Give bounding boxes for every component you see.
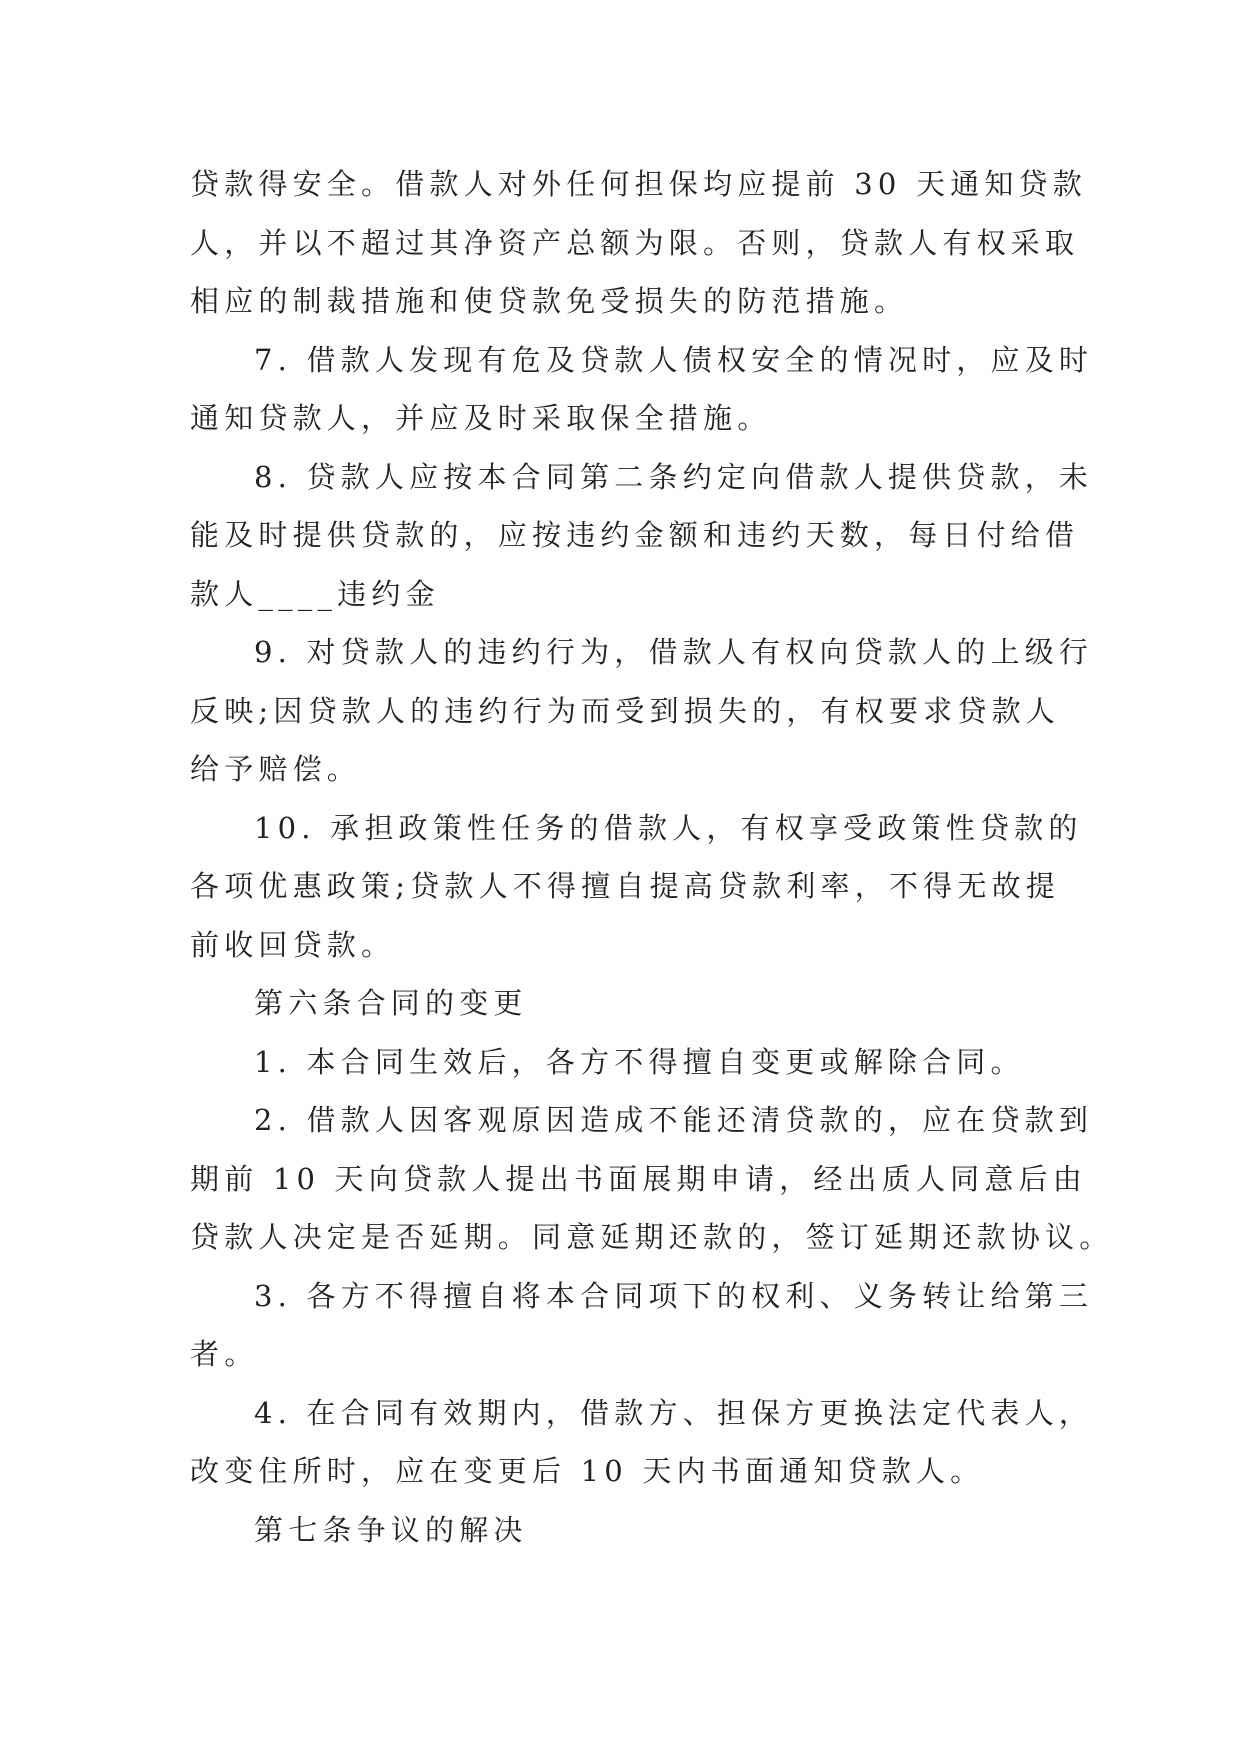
section-heading: 第七条争议的解决 xyxy=(254,1512,528,1547)
text-line: 款人____违约金 xyxy=(190,576,440,611)
text-line: 4. 在合同有效期内，借款方、担保方更换法定代表人， xyxy=(254,1395,1094,1430)
article-7-heading xyxy=(190,1501,1050,1560)
text-line: 通知贷款人，并应及时采取保全措施。 xyxy=(190,401,772,435)
text-line: 相应的制裁措施和使贷款免受损失的防范措施。 xyxy=(190,284,909,318)
text-line: 给予赔偿。 xyxy=(190,752,362,786)
text-line: 2. 借款人因客观原因造成不能还清贷款的，应在贷款到 xyxy=(254,1103,1094,1137)
clause-9 xyxy=(190,623,1094,799)
article-6-clause-4 xyxy=(190,1384,1094,1501)
text-line: 人，并以不超过其净资产总额为限。否则，贷款人有权采取 xyxy=(190,225,1080,260)
article-6-clause-1 xyxy=(190,1033,1050,1092)
text-line: 3. 各方不得擅自将本合同项下的权利、义务转让给第三 xyxy=(254,1278,1094,1313)
text-line: 者。 xyxy=(190,1337,259,1371)
text-line: 各项优惠政策;贷款人不得擅自提高贷款利率，不得无故提 xyxy=(190,869,1060,903)
clause-10 xyxy=(190,799,1083,975)
article-6-heading xyxy=(190,974,1050,1033)
text-line: 9. 对贷款人的违约行为，借款人有权向贷款人的上级行 xyxy=(254,635,1094,669)
text-line: 贷款得安全。借款人对外任何担保均应提前 30 天通知贷款 xyxy=(190,167,1087,201)
text-line: 10. 承担政策性任务的借款人，有权享受政策性贷款的 xyxy=(254,810,1083,845)
text-line: 8. 贷款人应按本合同第二条约定向借款人提供贷款，未 xyxy=(254,459,1094,494)
paragraph-continuation xyxy=(190,155,1087,331)
section-heading: 第六条合同的变更 xyxy=(254,986,528,1020)
text-line: 反映;因贷款人的违约行为而受到损失的，有权要求贷款人 xyxy=(190,693,1060,728)
text-line: 能及时提供贷款的，应按违约金额和违约天数，每日付给借 xyxy=(190,518,1080,552)
text-line: 7. 借款人发现有危及贷款人债权安全的情况时，应及时 xyxy=(254,342,1094,377)
article-6-clause-3 xyxy=(190,1267,1094,1384)
article-6-clause-2 xyxy=(190,1091,1114,1267)
clause-7 xyxy=(190,331,1094,448)
text-line: 贷款人决定是否延期。同意延期还款的，签订延期还款协议。 xyxy=(190,1220,1114,1254)
document-body xyxy=(190,155,1114,1559)
text-line: 前收回贷款。 xyxy=(190,927,396,962)
text-line: 期前 10 天向贷款人提出书面展期申请，经出质人同意后由 xyxy=(190,1161,1087,1196)
text-line: 1. 本合同生效后，各方不得擅自变更或解除合同。 xyxy=(254,1044,1025,1079)
text-line: 改变住所时，应在变更后 10 天内书面通知贷款人。 xyxy=(190,1454,985,1488)
clause-8 xyxy=(190,448,1094,624)
